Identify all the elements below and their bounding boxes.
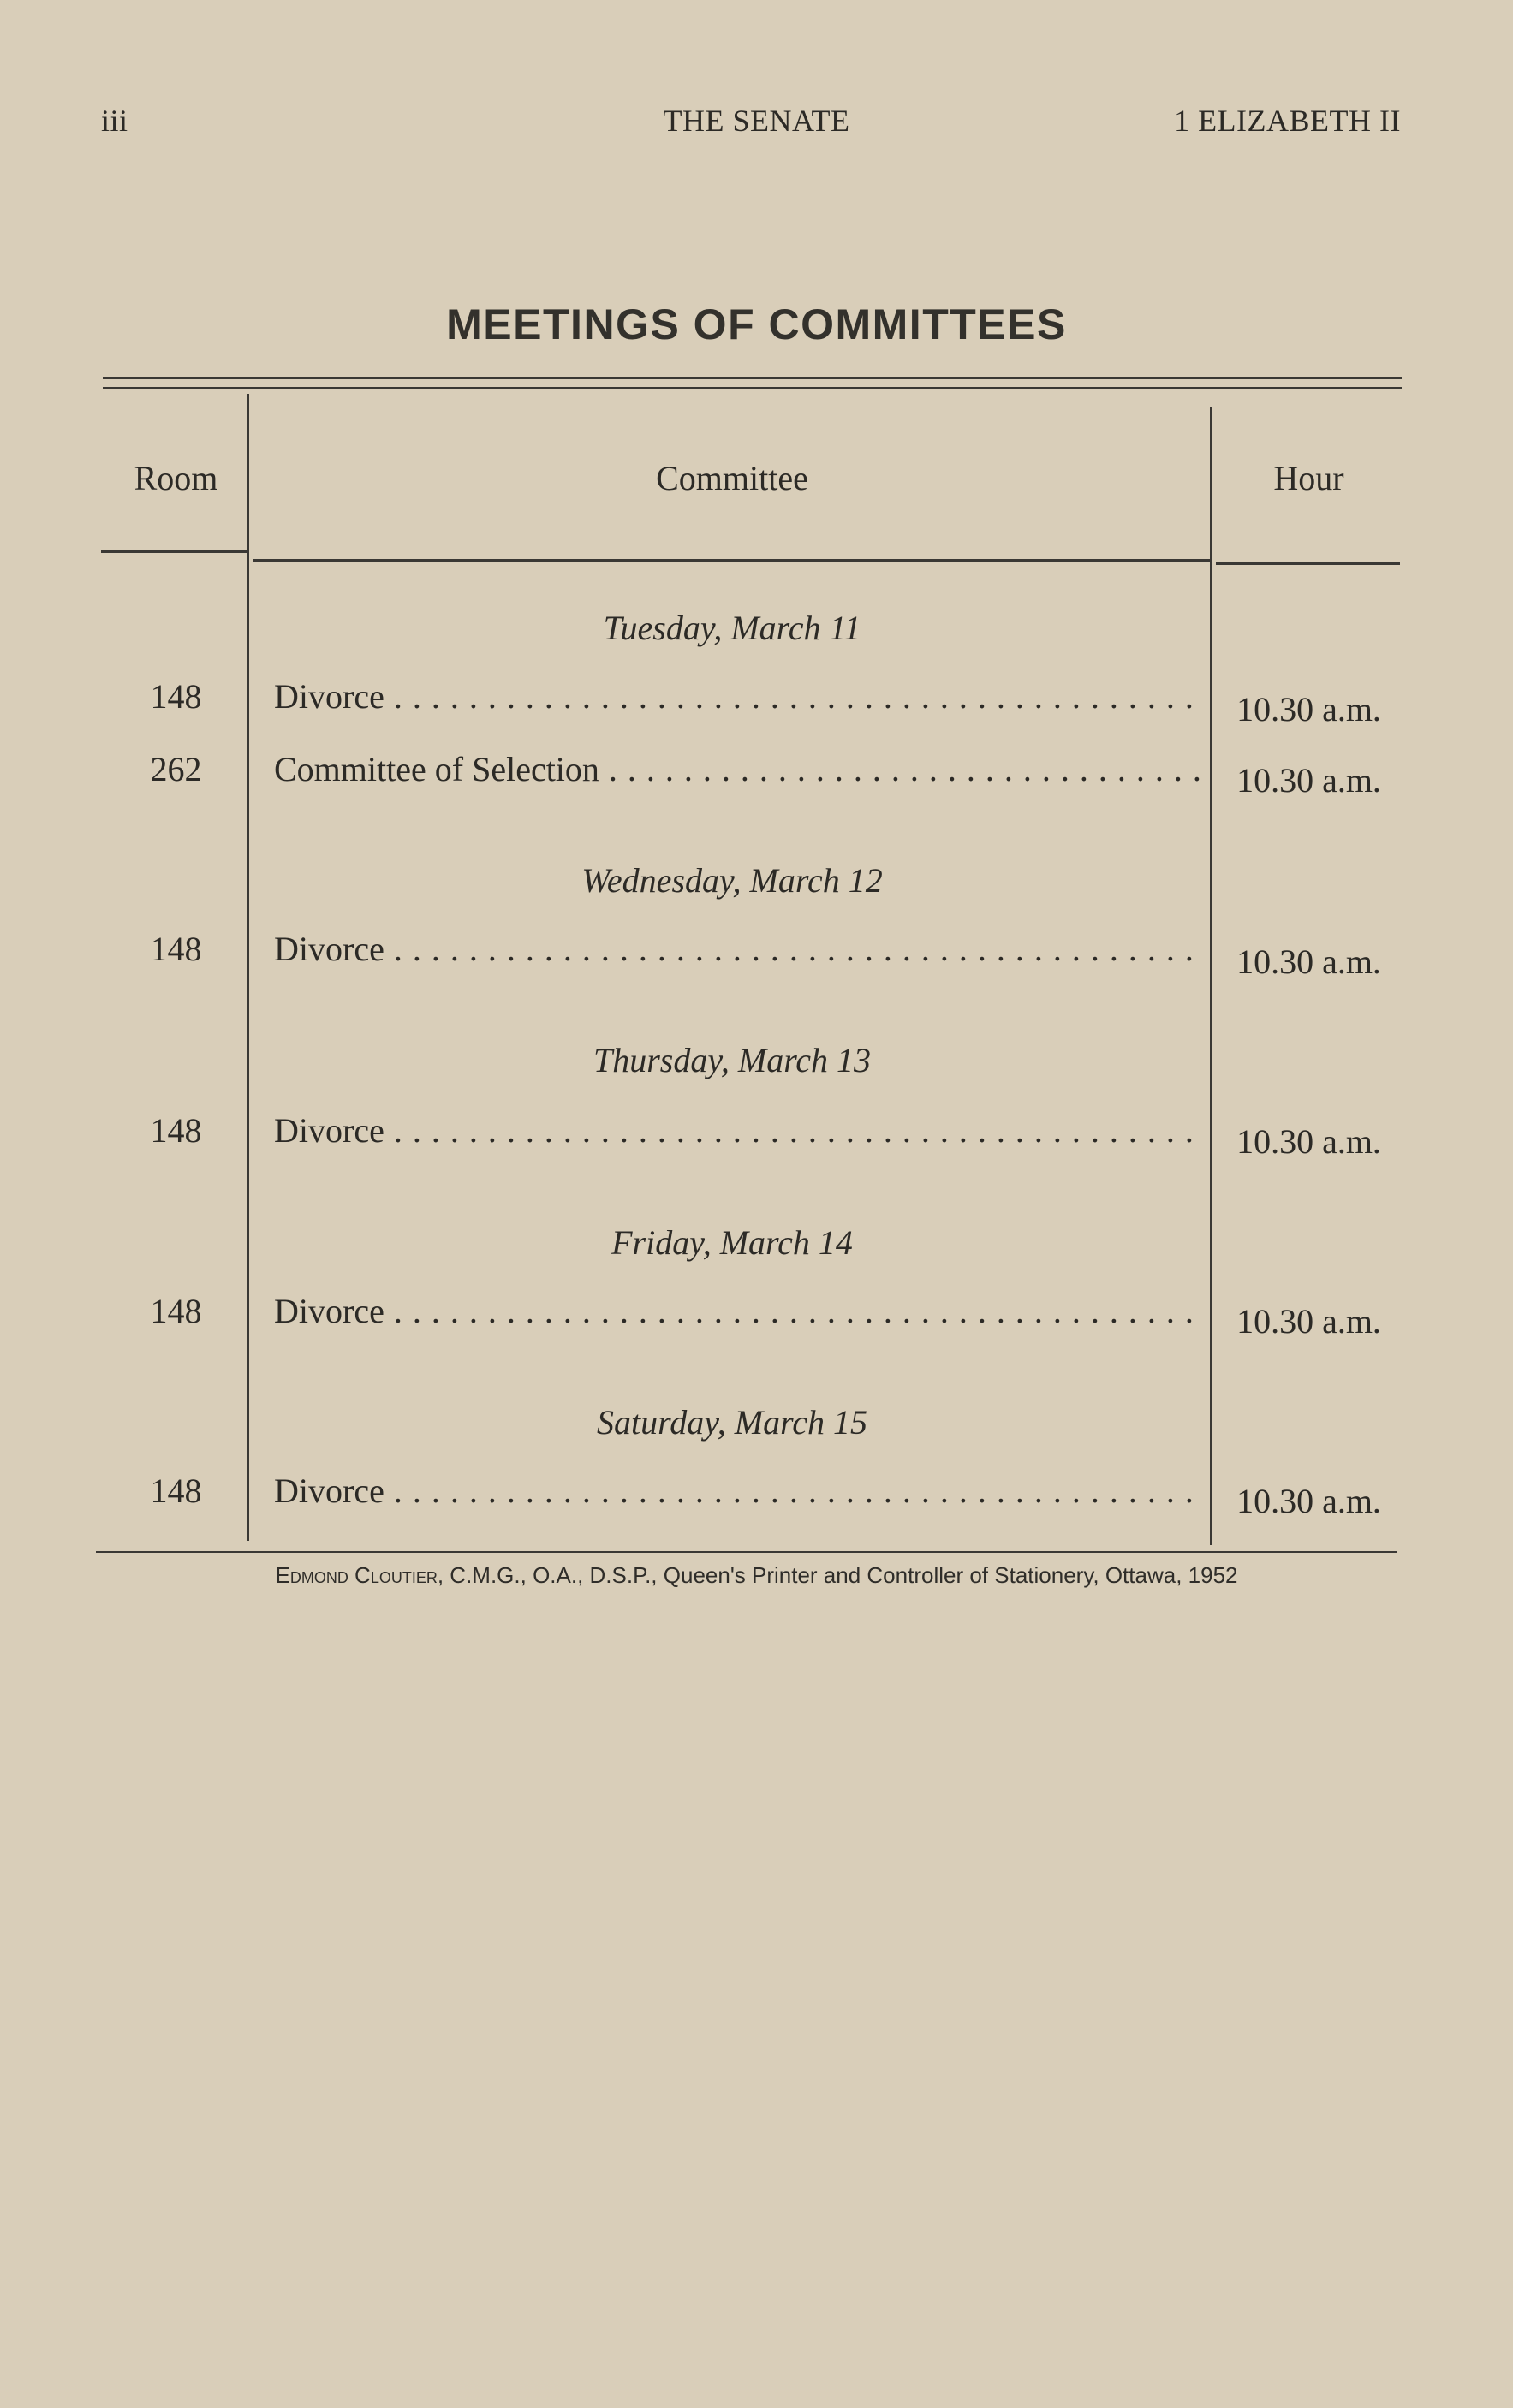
meeting-hour: 10.30 a.m. <box>1236 942 1381 981</box>
committee-name: Committee of Selection . . . <box>274 749 1201 789</box>
committee-name: Divorce . . . <box>274 929 1201 969</box>
committee-name: Divorce . . . <box>274 676 1201 716</box>
printer-name: Edmond Cloutier <box>275 1562 438 1588</box>
meeting-hour: 10.30 a.m. <box>1236 1122 1381 1161</box>
committee-name: Divorce . . . <box>274 1291 1201 1331</box>
date-heading: Tuesday, March 11 <box>603 609 861 647</box>
page-number: iii <box>101 104 128 138</box>
room-number: 148 <box>150 1292 202 1330</box>
header-rule-room <box>101 550 248 553</box>
date-heading: Friday, March 14 <box>611 1223 853 1262</box>
running-header-title: THE SENATE <box>663 104 850 138</box>
committee-name: Divorce . . . <box>274 1110 1201 1150</box>
title-rule-bottom <box>103 387 1402 389</box>
meeting-hour: 10.30 a.m. <box>1236 690 1381 728</box>
table-bottom-rule <box>96 1551 1397 1553</box>
running-header-regnal-year: 1 ELIZABETH II <box>1174 104 1401 138</box>
title-rule-top <box>103 377 1402 379</box>
room-number: 148 <box>150 1472 202 1510</box>
date-heading: Thursday, March 13 <box>593 1041 872 1079</box>
column-header-committee: Committee <box>656 459 808 497</box>
date-heading: Saturday, March 15 <box>597 1403 867 1442</box>
room-number: 148 <box>150 677 202 716</box>
column-header-room: Room <box>134 459 218 497</box>
room-number: 148 <box>150 930 202 968</box>
meeting-hour: 10.30 a.m. <box>1236 1482 1381 1520</box>
date-heading: Wednesday, March 12 <box>581 861 883 900</box>
header-rule-committee <box>253 559 1210 562</box>
committee-name: Divorce . . . <box>274 1471 1201 1511</box>
column-header-hour: Hour <box>1273 459 1344 497</box>
room-number: 148 <box>150 1111 202 1150</box>
header-rule-hour <box>1216 562 1400 565</box>
meeting-hour: 10.30 a.m. <box>1236 761 1381 800</box>
printer-details: , C.M.G., O.A., D.S.P., Queen's Printer and Controller of Stationery, Ottawa, 1952 <box>437 1562 1238 1588</box>
printer-imprint <box>0 1562 1513 1589</box>
column-divider-right <box>1210 407 1212 1545</box>
room-number: 262 <box>150 750 202 788</box>
page-title: MEETINGS OF COMMITTEES <box>446 300 1067 348</box>
meeting-hour: 10.30 a.m. <box>1236 1302 1381 1341</box>
